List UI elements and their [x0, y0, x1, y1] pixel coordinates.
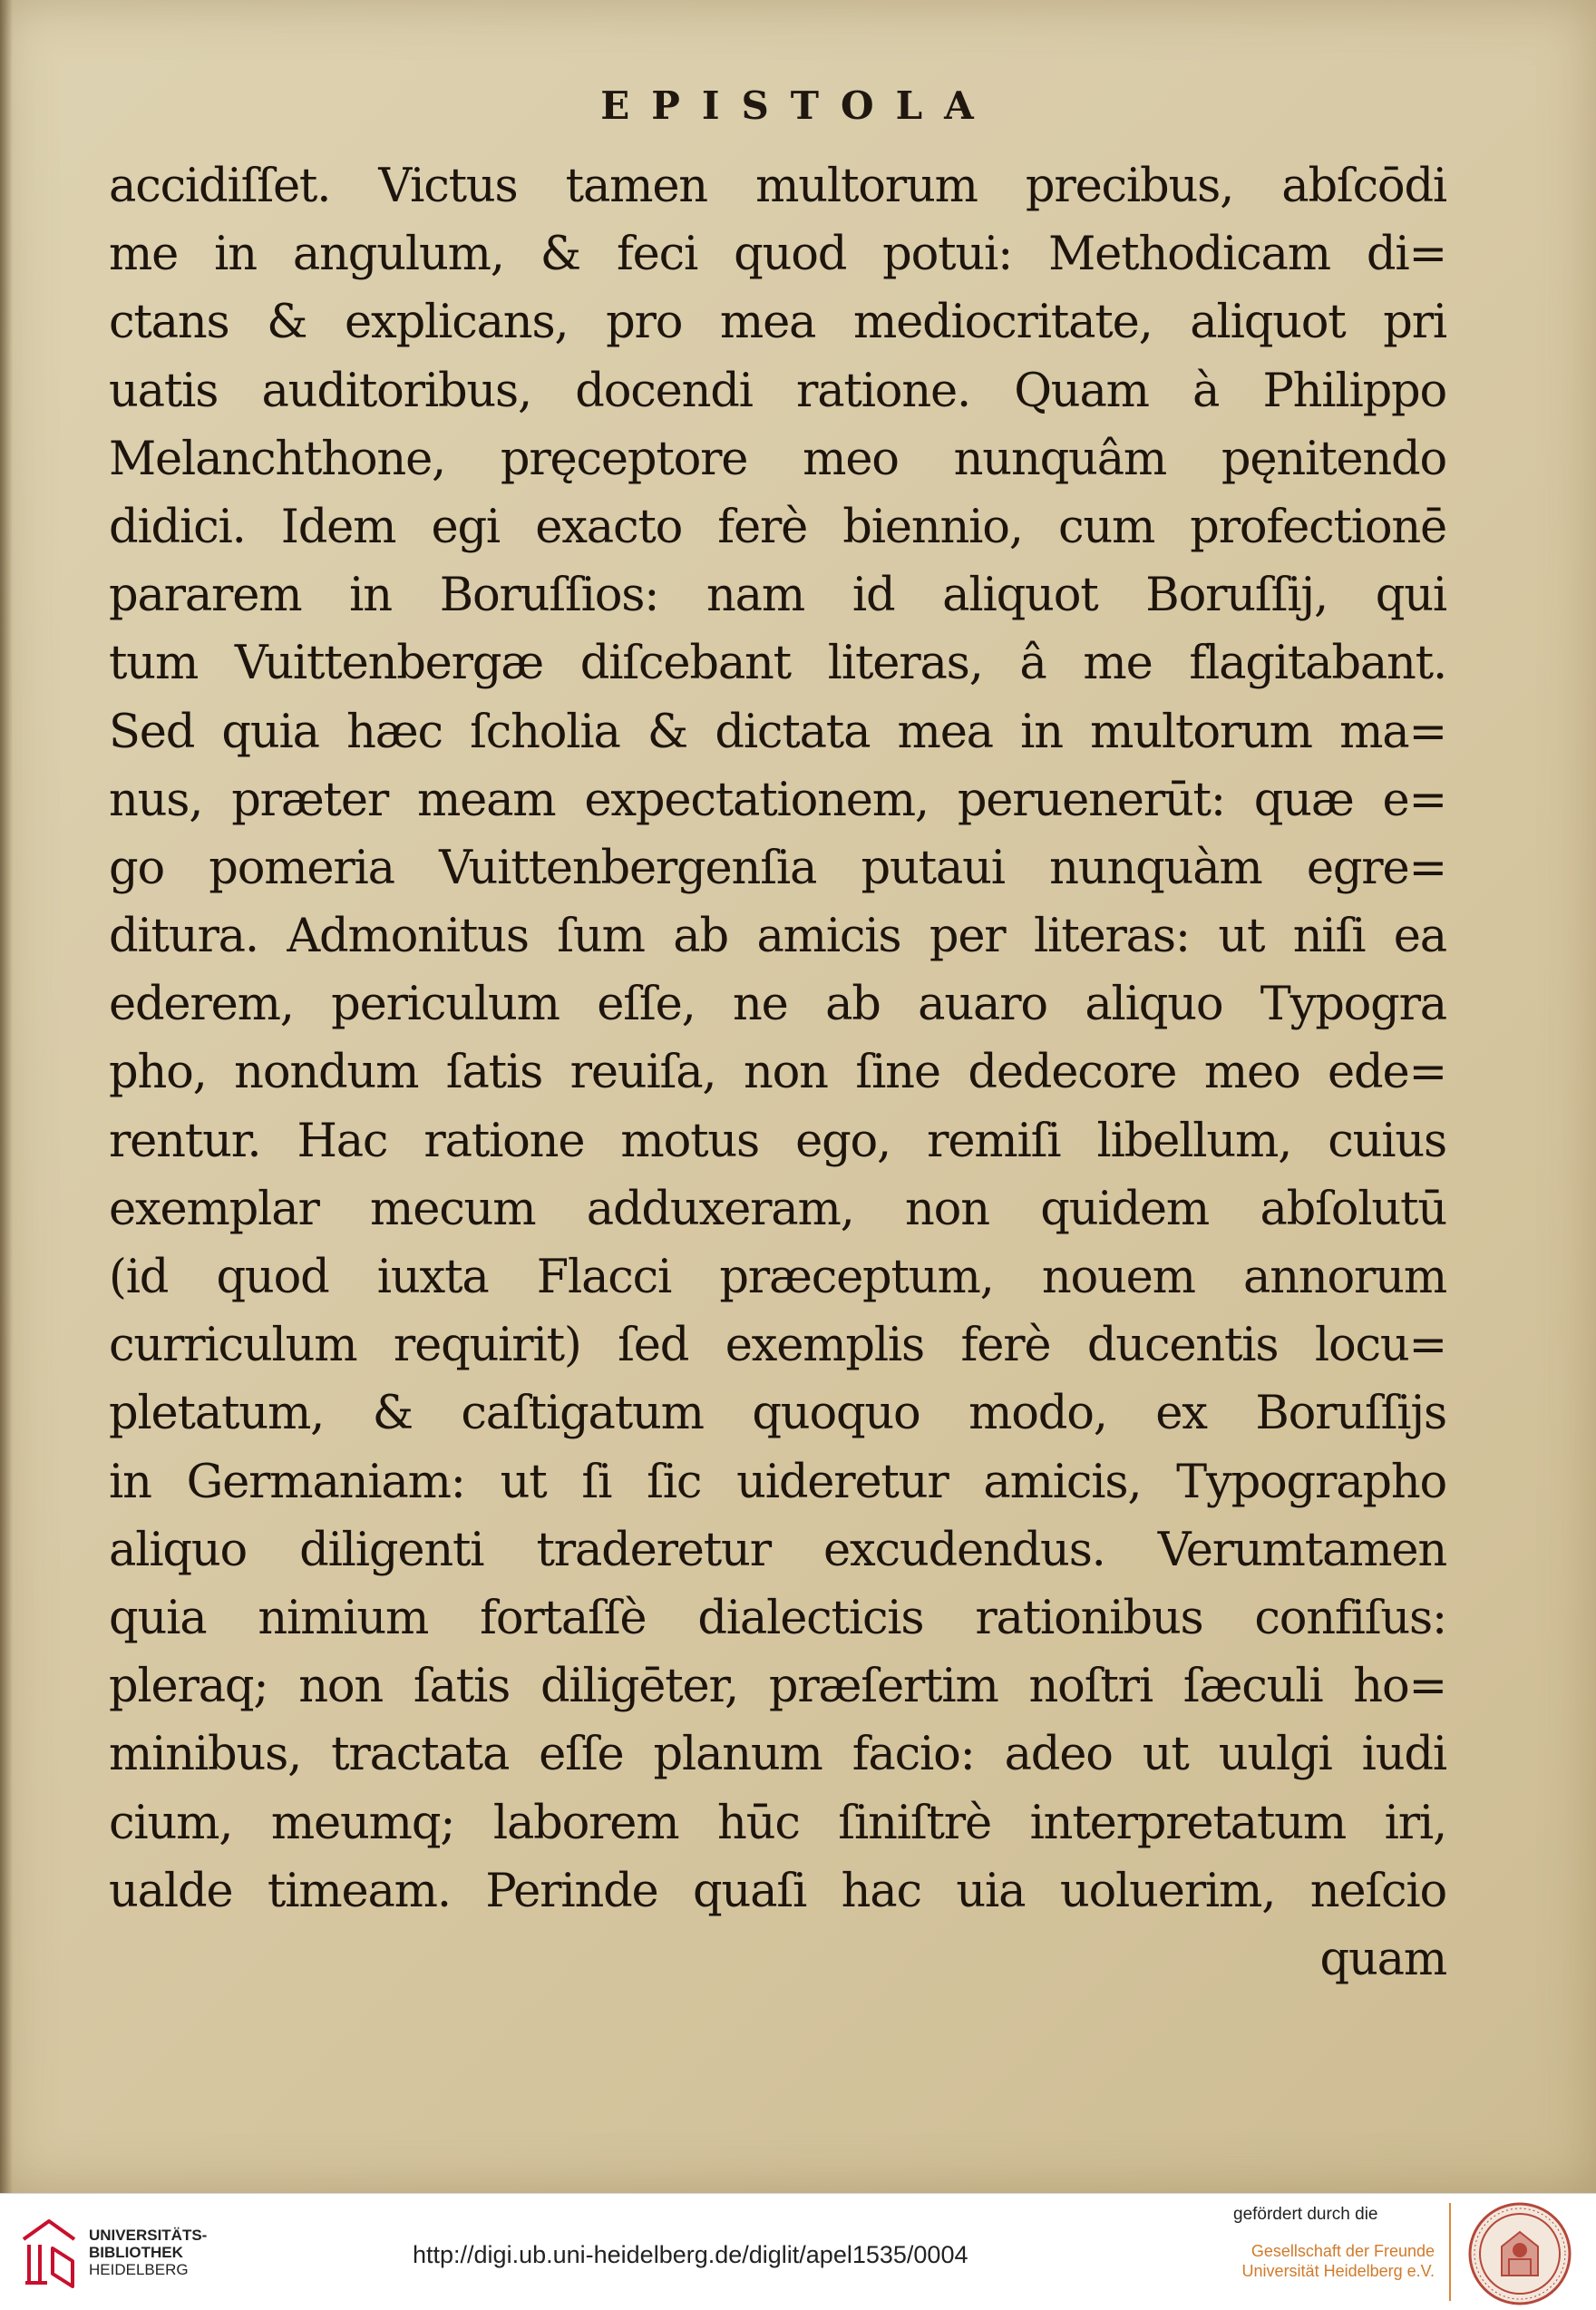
text-line: aliquo diligenti traderetur excudendus. Verumtamen: [109, 1523, 1446, 1577]
text-line: Sed quia hæc ſcholia & dictata mea in multorum ma=: [109, 705, 1446, 759]
library-name-line: HEIDELBERG: [89, 2261, 189, 2278]
text-line: nus, præter meam expectationem, peruenerūt: quæ e=: [109, 773, 1446, 827]
sponsor-name-line: Gesellschaft der Freunde: [1251, 2242, 1435, 2260]
university-library-logo-icon: [16, 2212, 82, 2292]
text-line: pletatum, & caſtigatum quoquo modo, ex Boruſſijs: [109, 1387, 1446, 1441]
text-line: accidiſſet. Victus tamen multorum precibus, abſcōdi: [109, 160, 1446, 213]
text-line: in Germaniam: ut ſi ſic uideretur amicis, Typographo: [109, 1455, 1446, 1509]
text-line: ederem, periculum eſſe, ne ab auaro aliquo Typogra: [109, 978, 1446, 1032]
text-line: ctans & explicans, pro mea mediocritate, aliquot pri: [109, 296, 1446, 350]
divider: [1449, 2203, 1451, 2301]
text-line: (id quod iuxta Flacci præceptum, nouem annorum: [109, 1251, 1446, 1304]
text-line: go pomeria Vuittenbergenſia putaui nunquàm egre=: [109, 841, 1446, 895]
text-line: pararem in Boruſſios: nam id aliquot Boruſſij, qui: [109, 569, 1446, 623]
sponsor-name: [1235, 2241, 1435, 2281]
text-line: exemplar mecum adduxeram, non quidem abſolutū: [109, 1182, 1446, 1236]
text-line: me in angulum, & feci quod potui: Methodicam di=: [109, 228, 1446, 282]
footer-bar: [0, 2193, 1596, 2310]
text-line: rentur. Hac ratione motus ego, remiſi libellum, cuius: [109, 1114, 1446, 1168]
university-seal-icon: [1467, 2201, 1572, 2306]
text-line: quia nimium fortaſſè dialecticis rationibus confiſus:: [109, 1591, 1446, 1645]
library-name-line: UNIVERSITÄTS-: [89, 2227, 208, 2244]
text-line: curriculum requirit) ſed exemplis ferè ducentis locu=: [109, 1319, 1446, 1373]
body-text: [109, 152, 1446, 1993]
sponsor-name-line: Universität Heidelberg e.V.: [1241, 2262, 1435, 2280]
text-line: Melanchthone, pręceptore meo nunquâm pęnitendo: [109, 432, 1446, 486]
running-head: EPISTOLA: [600, 83, 996, 128]
text-line: ualde timeam. Perinde quaſi hac uia uoluerim, neſcio: [109, 1864, 1446, 1918]
text-line: pho, nondum ſatis reuiſa, non ſine dedecore meo ede=: [109, 1046, 1446, 1100]
sponsor-label: gefördert durch die: [1233, 2205, 1378, 2224]
permalink-url[interactable]: http://digi.ub.uni-heidelberg.de/diglit/apel1535/0004: [413, 2241, 968, 2268]
library-name-line: BIBLIOTHEK: [89, 2244, 183, 2261]
text-line: pleraq; non ſatis diligēter, præſertim noſtri ſæculi ho=: [109, 1660, 1446, 1714]
library-name: [89, 2227, 207, 2278]
text-line: tum Vuittenbergæ diſcebant literas, â me flagitabant.: [109, 637, 1446, 691]
text-line: uatis auditoribus, docendi ratione. Quam à Philippo: [109, 364, 1446, 418]
catchword: quam: [1319, 1932, 1446, 1986]
text-line: didici. Idem egi exacto ferè biennio, cum profectionē: [109, 500, 1446, 554]
text-line: minibus, tractata eſſe planum facio: adeo ut uulgi iudi: [109, 1728, 1446, 1782]
text-line: cium, meumq; laborem hūc ſiniſtrè interpretatum iri,: [109, 1796, 1446, 1850]
text-line: ditura. Admonitus ſum ab amicis per literas: ut niſi ea: [109, 910, 1446, 964]
